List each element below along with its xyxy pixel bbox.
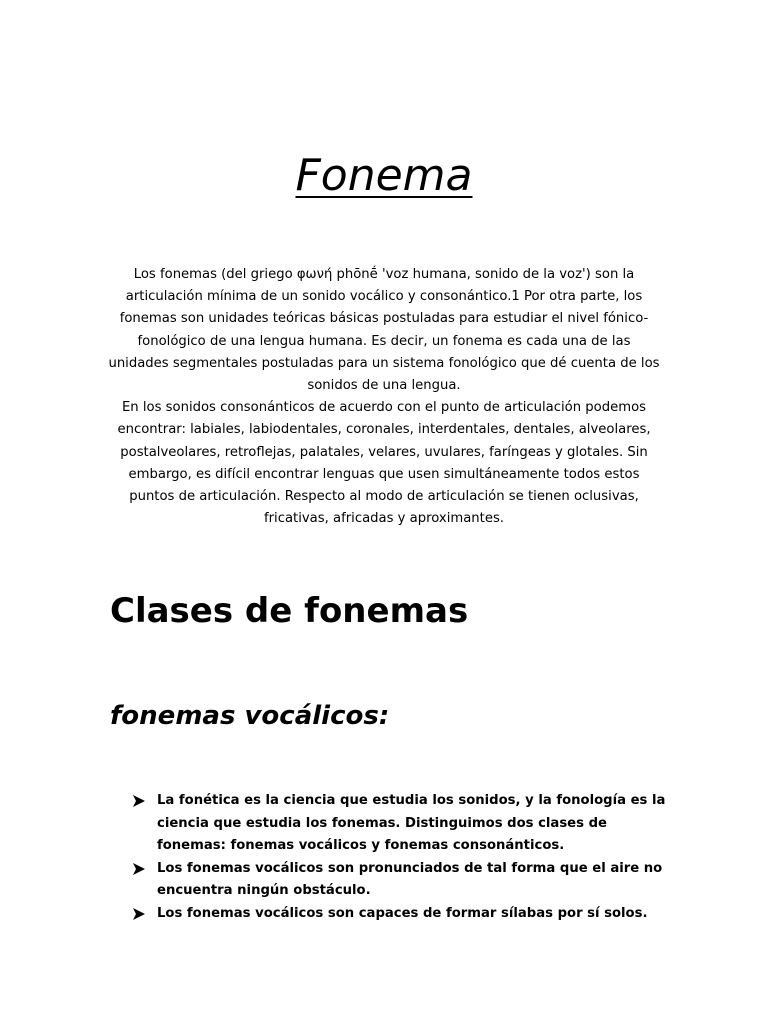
bullet-item — [130, 858, 670, 903]
bullet-item — [130, 790, 670, 858]
bullet-list — [130, 790, 670, 925]
bullet-text: Los fonemas vocálicos son capaces de formar sílabas por sí solos. — [157, 905, 648, 921]
section-heading: Clases de fonemas — [110, 591, 469, 631]
arrowhead-bullet-icon — [132, 795, 146, 807]
document-title: Fonema — [295, 150, 473, 201]
intro-paragraph: Los fonemas (del griego φωνή phōnḗ 'voz humana, sonido de la voz') son la articulación mínima de un sonido vocálico y consonántico.1 Por otra parte, los fonemas son unidades teóricas básicas postuladas para estudiar el nivel fónico-fonológico de una lengua humana. Es decir, un fonema es cada una de las unidades segmentales postuladas para un sistema fonológico que dé cuenta de los sonidos de una lengua. — [108, 267, 660, 394]
subsection-heading: fonemas vocálicos: — [110, 701, 390, 731]
bullet-item — [130, 903, 670, 926]
intro-paragraph: En los sonidos consonánticos de acuerdo con el punto de articulación podemos encontrar: labiales, labiodentales, coronales, interdentales, dentales, alveolares, postalveolares, retroflejas, palatales, velares, uvulares, faríngeas y glotales. Sin embargo, es difícil encontrar lenguas que usen simultáneamente todos estos puntos de articulación. Respecto al modo de articulación se tienen oclusivas, fricativas, africadas y aproximantes. — [117, 400, 651, 527]
bullet-text: La fonética es la ciencia que estudia los sonidos, y la fonología es la ciencia que estudia los fonemas. Distinguimos dos clases de fonemas: fonemas vocálicos y fonemas consonánticos. — [157, 793, 666, 853]
arrowhead-bullet-icon — [132, 863, 146, 875]
intro-text — [108, 264, 660, 530]
arrowhead-bullet-icon — [132, 908, 146, 920]
bullet-text: Los fonemas vocálicos son pronunciados de tal forma que el aire no encuentra ningún obstáculo. — [157, 860, 663, 898]
